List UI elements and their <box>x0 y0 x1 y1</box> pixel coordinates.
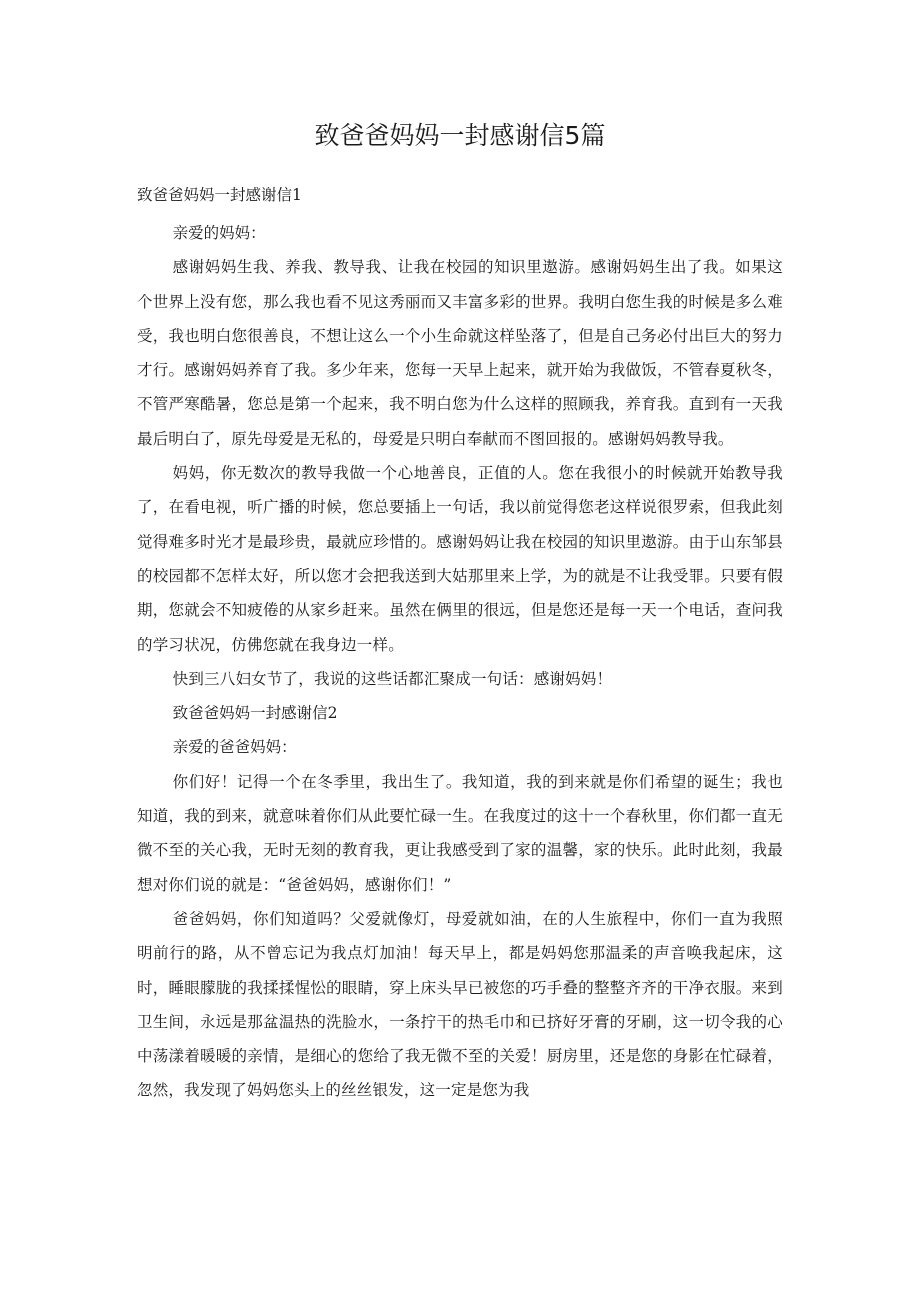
letter2-paragraph-1: 你们好！记得一个在冬季里，我出生了。我知道，我的到来就是你们希望的诞生；我也知道，我的到来，就意味着你们从此要忙碌一生。在我度过的这十一个春秋里，你们都一直无微不至的关心我，无时无刻的教育我，更让我感受到了家的温馨，家的快乐。此时此刻，我最想对你们说的就是：“爸爸妈妈，感谢你们！” <box>137 772 783 894</box>
letter1-heading: 致爸爸妈妈一封感谢信1 <box>137 186 302 204</box>
letter1-paragraph-3: 快到三八妇女节了，我说的这些话都汇聚成一句话：感谢妈妈！ <box>172 669 613 688</box>
letter2-heading: 致爸爸妈妈一封感谢信2 <box>172 704 338 723</box>
letter2-salutation: 亲爱的爸爸妈妈： <box>172 738 297 757</box>
letter1-paragraph-1: 感谢妈妈生我、养我、教导我、让我在校园的知识里遨游。感谢妈妈生出了我。如果这个世界上没有您，那么我也看不见这秀丽而又丰富多彩的世界。我明白您生我的时候是多么难受，我也明白您很善良，不想让这么一个小生命就这样坠落了，但是自己务必付出巨大的努力才行。感谢妈妈养育了我。多少年来，您每一天早上起来，就开始为我做饭，不管春夏秋冬，不管严寒酷暑，您总是第一个起来，我不明白您为什么这样的照顾我，养育我。直到有一天我最后明白了，原先母爱是无私的，母爱是只明白奉献而不图回报的。感谢妈妈教导我。 <box>137 258 783 448</box>
document-title: 致爸爸妈妈一封感谢信5篇 <box>314 121 606 150</box>
letter1-salutation: 亲爱的妈妈： <box>172 224 266 242</box>
letter1-paragraph-2: 妈妈，你无数次的教导我做一个心地善良，正值的人。您在我很小的时候就开始教导我了，在看电视，听广播的时候，您总要插上一句话，我以前觉得您老这样说很罗索，但我此刻觉得难多时光才是最珍贵，最就应珍惜的。感谢妈妈让我在校园的知识里遨游。由于山东邹县的校园都不怎样太好，所以您才会把我送到大姑那里来上学，为的就是不让我受罪。只要有假期，您就会不知疲倦的从家乡赶来。虽然在俩里的很远，但是您还是每一天一个电话，查问我的学习状况，仿佛您就在我身边一样。 <box>137 464 783 654</box>
letter2-paragraph-2: 爸爸妈妈，你们知道吗？父爱就像灯，母爱就如油，在的人生旅程中，你们一直为我照明前行的路，从不曾忘记为我点灯加油！每天早上，都是妈妈您那温柔的声音唤我起床，这时，睡眼朦胧的我揉揉惺忪的眼睛，穿上床头早已被您的巧手叠的整整齐齐的干净衣服。来到卫生间，永远是那盆温热的洗脸水，一条拧干的热毛巾和已挤好牙膏的牙刷，这一切令我的心中荡漾着暖暖的亲情，是细心的您给了我无微不至的关爱！厨房里，还是您的身影在忙碌着，忽然，我发现了妈妈您头上的丝丝银发，这一定是您为我 <box>137 909 783 1100</box>
document-page <box>137 118 783 1108</box>
